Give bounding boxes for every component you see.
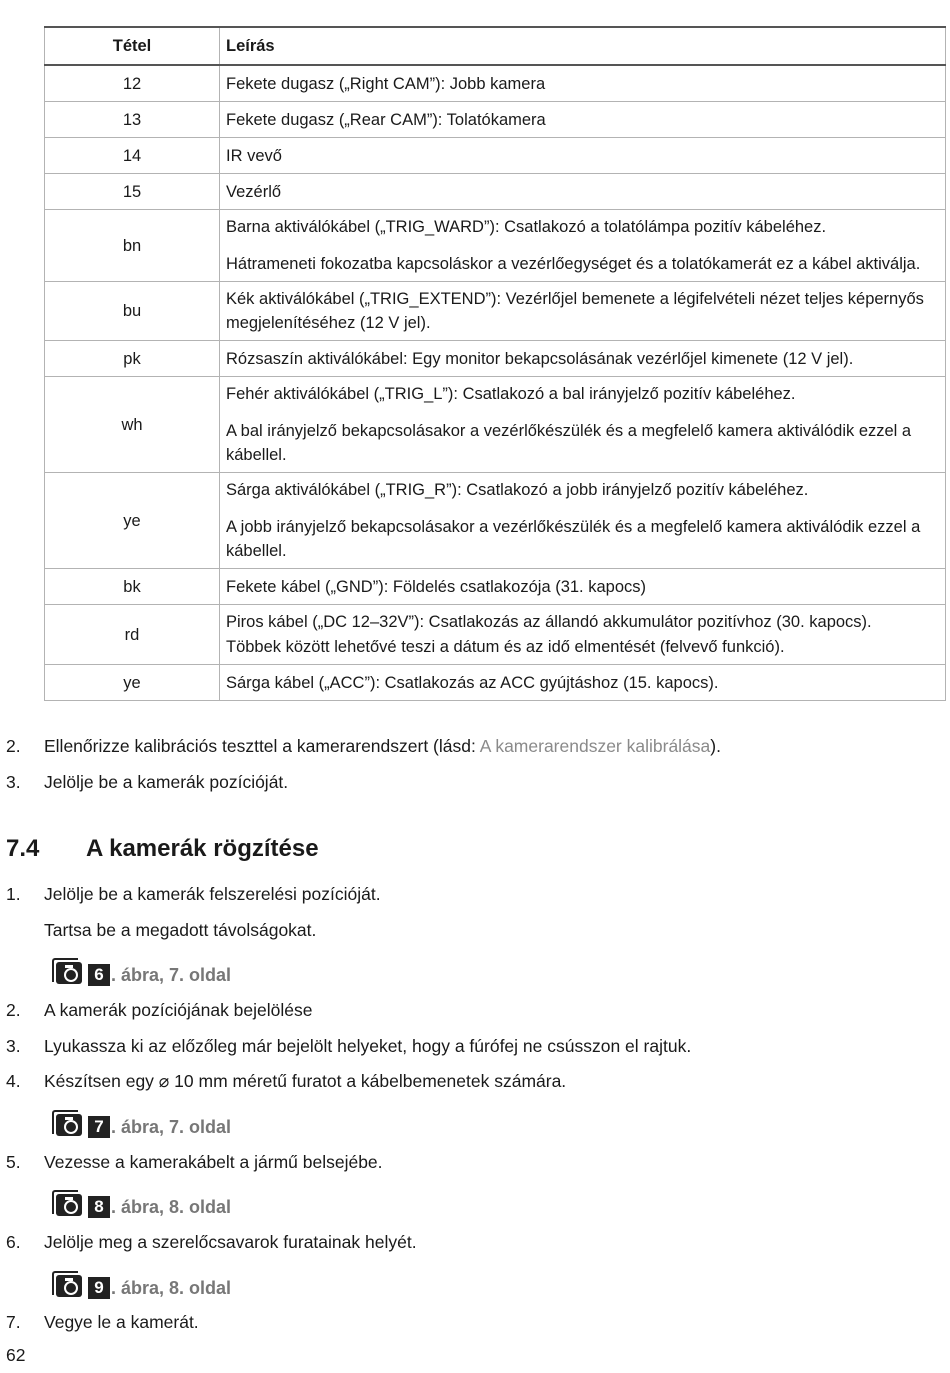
camera-icon [52,1271,82,1299]
row-description [220,102,946,138]
step-number: 2. [6,736,21,756]
header-description: Leírás [220,27,946,65]
figure-number: 6 [88,964,110,986]
row-description-text: Fekete kábel („GND”): Földelés csatlakozója (31. kapocs) [226,577,646,596]
row-description-text: Sárga aktiválókábel („TRIG_R”): Csatlakozó a jobb irányjelző pozitív kábeléhez. [226,481,809,499]
table-row [45,174,946,210]
row-description [220,65,946,102]
table-row [45,569,946,605]
row-item: wh [45,377,220,473]
step-number: 3. [6,1036,21,1056]
row-item: bn [45,210,220,282]
row-item: ye [45,473,220,569]
figure-reference-9[interactable] [52,1267,231,1299]
calibration-link[interactable]: A kamerarendszer kalibrálása [479,736,711,756]
section-title: A kamerák rögzítése [86,835,319,862]
step-note-text: Tartsa be a megadott távolságokat. [44,920,317,940]
row-description-text: Piros kábel („DC 12–32V”): Csatlakozás az állandó akkumulátor pozitívhoz (30. kapocs). [226,613,872,631]
table-row [45,341,946,377]
row-item: rd [45,605,220,665]
step-number: 4. [6,1071,21,1091]
figure-reference-8[interactable] [52,1186,231,1218]
page-number: 62 [6,1345,26,1365]
row-item: bu [45,282,220,341]
camera-icon [52,958,82,986]
step-text [44,734,721,758]
row-description [220,282,946,341]
row-item: ye [45,665,220,701]
figure-text: . ábra, 7. oldal [111,1117,232,1137]
figure-text: . ábra, 7. oldal [111,965,232,985]
row-description [220,665,946,701]
table-row [45,605,946,665]
row-description-text: Hátrameneti fokozatba kapcsoláskor a vezérlőegységet és a tolatókamerát ez a kábel aktiválja. [226,255,921,273]
step-text: Vezesse a kamerakábelt a jármű belsejébe. [44,1152,383,1172]
row-description-text: Fekete dugasz („Right CAM”): Jobb kamera [226,74,546,93]
row-item: 13 [45,102,220,138]
row-description-text: Többek között lehetővé teszi a dátum és az idő elmentését (felvevő funkció). [226,638,785,656]
step-number: 2. [6,1000,21,1020]
step-text-end: ). [710,736,721,756]
row-description-text: Sárga kábel („ACC”): Csatlakozás az ACC gyújtáshoz (15. kapocs). [226,673,719,692]
table-row [45,665,946,701]
step-text: Jelölje be a kamerák pozícióját. [44,772,289,792]
row-item: bk [45,569,220,605]
step-text: Készítsen egy ⌀ 10 mm méretű furatot a kábelbemenetek számára. [44,1071,567,1091]
step-number: 3. [6,772,21,792]
step-text: A kamerák pozíciójának bejelölése [44,1000,313,1020]
row-item: 14 [45,138,220,174]
step-number: 7. [6,1312,21,1332]
figure-number: 8 [88,1196,110,1218]
row-description-text: Barna aktiválókábel („TRIG_WARD”): Csatlakozó a tolatólámpa pozitív kábeléhez. [226,218,827,236]
step-text-start: Ellenőrizze kalibrációs teszttel a kamerarendszert (lásd: [44,736,480,756]
step-text: Lyukassza ki az előzőleg már bejelölt helyeket, hogy a fúrófej ne csússzon el rajtuk. [44,1036,692,1056]
section-number: 7.4 [6,835,40,862]
row-description [220,569,946,605]
camera-icon [52,1110,82,1138]
row-description [220,210,946,282]
row-description-text: Fehér aktiválókábel („TRIG_L”): Csatlakozó a bal irányjelző pozitív kábeléhez. [226,385,796,403]
step-text: Jelölje meg a szerelőcsavarok furatainak helyét. [44,1232,417,1252]
figure-number: 7 [88,1116,110,1138]
step-number: 1. [6,884,21,904]
table-row [45,102,946,138]
row-description [220,138,946,174]
table-row [45,377,946,473]
row-description-text: A bal irányjelző bekapcsolásakor a vezérlőkészülék és a megfelelő kamera aktiválódik ezzel a kábellel. [226,422,912,464]
camera-icon [52,1190,82,1218]
row-item: pk [45,341,220,377]
row-description [220,341,946,377]
table-row [45,282,946,341]
row-description [220,377,946,473]
table-header-row [45,27,946,65]
row-description-text: IR vevő [226,146,282,165]
row-description-text: Kék aktiválókábel („TRIG_EXTEND”): Vezérlőjel bemenete a légifelvételi nézet teljes képernyős megjelenítéséhez (12 V jel). [226,290,924,332]
figure-text: . ábra, 8. oldal [111,1278,232,1298]
row-description-text: A jobb irányjelző bekapcsolásakor a vezérlőkészülék és a megfelelő kamera aktiválódik ezzel a kábellel. [226,518,921,560]
table-row [45,65,946,102]
row-item: 12 [45,65,220,102]
step-number: 6. [6,1232,21,1252]
table-row [45,138,946,174]
row-description [220,605,946,665]
table-row [45,210,946,282]
figure-text: . ábra, 8. oldal [111,1197,232,1217]
row-description-text: Vezérlő [226,182,282,201]
step-number: 5. [6,1152,21,1172]
row-description-text: Fekete dugasz („Rear CAM”): Tolatókamera [226,110,546,129]
header-item: Tétel [45,27,220,65]
row-description [220,473,946,569]
step-text: Jelölje be a kamerák felszerelési pozícióját. [44,884,381,904]
row-description [220,174,946,210]
figure-reference-6[interactable] [52,954,231,986]
row-item: 15 [45,174,220,210]
figure-reference-7[interactable] [52,1106,231,1138]
figure-number: 9 [88,1277,110,1299]
row-description-text: Rózsaszín aktiválókábel: Egy monitor bekapcsolásának vezérlőjel kimenete (12 V jel). [226,349,854,368]
wiring-table [44,26,946,701]
table-row [45,473,946,569]
step-text: Vegye le a kamerát. [44,1312,199,1332]
